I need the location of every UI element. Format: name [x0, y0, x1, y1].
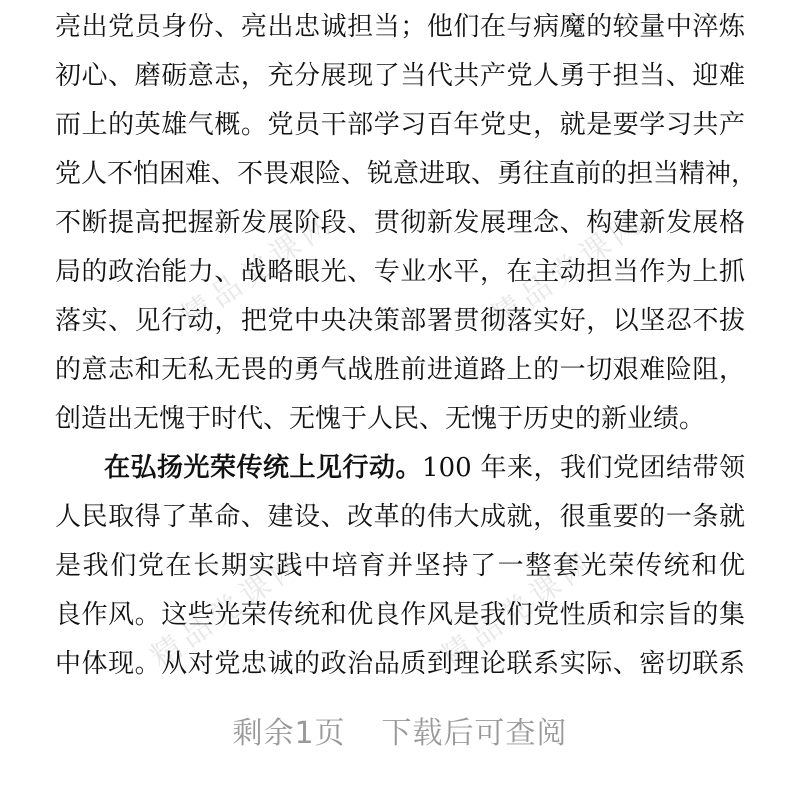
- paragraph-line: 的意志和无私无畏的勇气战胜前进道路上的一切艰难险阻，: [55, 355, 745, 385]
- paragraph-line: 人民取得了革命、建设、改革的伟大成就，很重要的一条就: [55, 502, 745, 532]
- paragraph-text: 100 年来，我们党团结带领: [422, 453, 745, 483]
- download-hint-text[interactable]: 下载后可查阅: [381, 716, 568, 751]
- paragraph-line: 创造出无愧于时代、无愧于人民、无愧于历史的新业绩。: [55, 404, 706, 434]
- paragraph-heading: 在弘扬光荣传统上见行动。: [104, 453, 423, 483]
- paragraph-line: 不断提高把握新发展阶段、贯彻新发展理念、构建新发展格: [55, 208, 745, 238]
- paragraph-line: 亮出党员身份、亮出忠诚担当；他们在与病魔的较量中淬炼: [55, 12, 745, 42]
- paragraph-line: 局的政治能力、战略眼光、专业水平，在主动担当作为上抓: [55, 257, 745, 287]
- paragraph-line: 是我们党在长期实践中培育并坚持了一整套光荣传统和优: [55, 551, 745, 581]
- watermark: 精品党课网: [434, 543, 603, 676]
- paragraph-first-line: [104, 451, 745, 485]
- paragraph-line: 落实、见行动，把党中央决策部署贯彻落实好，以坚忍不拔: [55, 306, 745, 336]
- paragraph-line: 中体现。从对党忠诚的政治品质到理论联系实际、密切联系: [55, 649, 745, 679]
- watermark: 精品党课网: [174, 203, 343, 336]
- watermark: 精品党课网: [484, 203, 653, 336]
- watermark: 精品党课网: [144, 543, 313, 676]
- paragraph-line: 良作风。这些光荣传统和优良作风是我们党性质和宗旨的集: [55, 600, 745, 630]
- paragraph-line: 初心、磨砺意志，充分展现了当代共产党人勇于担当、迎难: [55, 61, 745, 91]
- remaining-pages-text: 剩余1页: [232, 716, 346, 751]
- paragraph-line: 党人不怕困难、不畏艰险、锐意进取、勇往直前的担当精神，: [55, 159, 758, 189]
- paragraph-line: 而上的英雄气概。党员干部学习百年党史，就是要学习共产: [55, 110, 745, 140]
- download-prompt[interactable]: [0, 708, 800, 752]
